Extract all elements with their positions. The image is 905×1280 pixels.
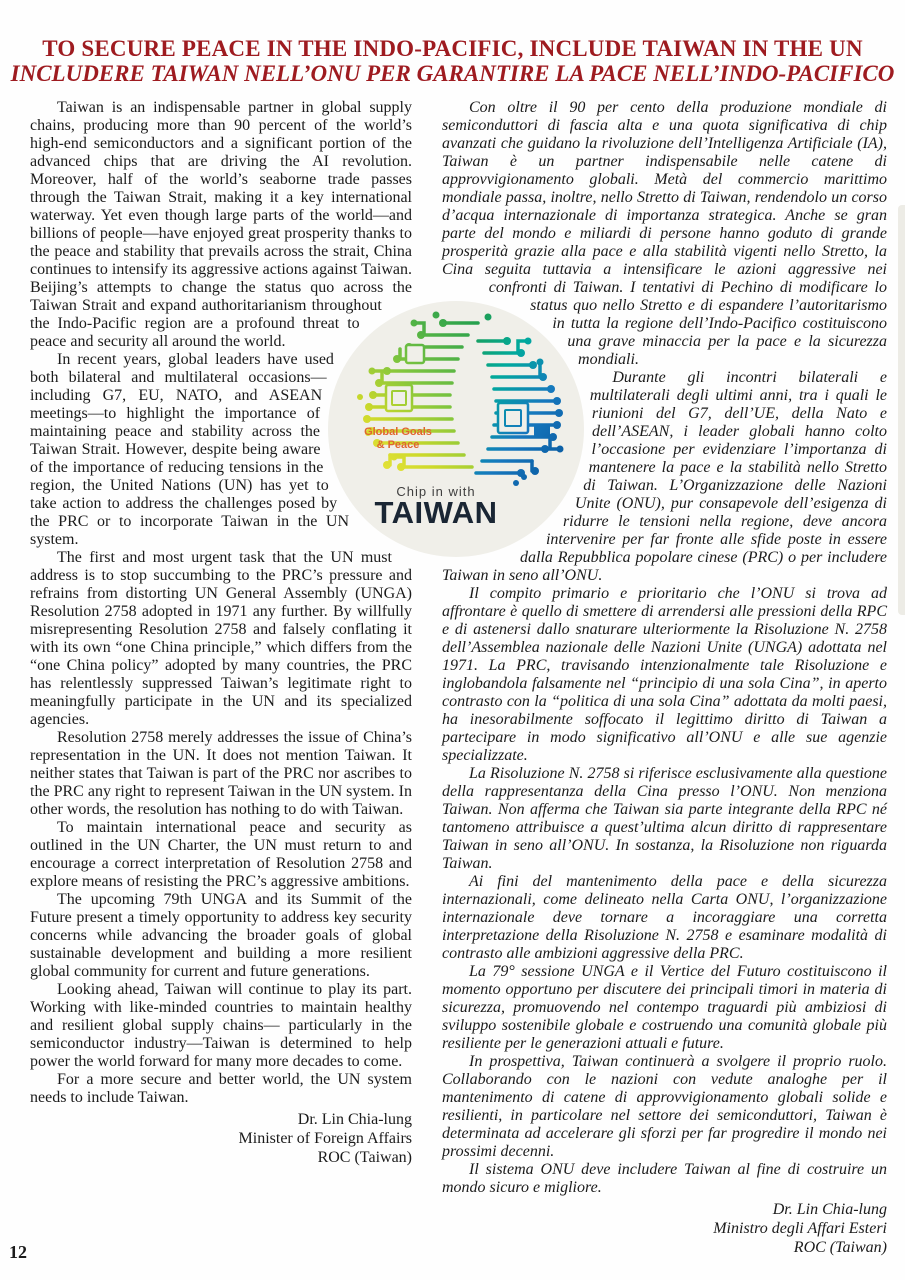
paragraph-en-8: For a more secure and better world, the UN system needs to include Taiwan. <box>30 1071 412 1106</box>
signature-italian <box>442 1200 887 1257</box>
logo-taiwan-wordmark: TAIWAN <box>374 495 498 530</box>
paragraph-en-5: To maintain international peace and security as outlined in the UN Charter, the UN must return to and encourage a correct interpretation of Resolution 2758 and explore means of resisting the PRC’s aggressive ambitions. <box>30 819 412 890</box>
signature-role: Ministro degli Affari Esteri <box>713 1220 887 1237</box>
signature-name: Dr. Lin Chia-lung <box>297 1111 412 1128</box>
logo-goals-line1: Global Goals <box>364 426 432 438</box>
paragraph-it-6: La 79° sessione UNGA e il Vertice del Futuro costituiscono il momento opportuno per discutere dei principali timori in materia di sicurezza, promuovendo nel contempo traguardi più ambiziosi di sviluppo sostenibile globale e costruendo una comunità globale più resiliente per le generazioni attuali e future. <box>442 963 887 1052</box>
title-english: TO SECURE PEACE IN THE INDO-PACIFIC, INCLUDE TAIWAN IN THE UN <box>42 36 863 61</box>
logo-tagline: Chip in with <box>396 484 476 499</box>
paragraph-en-6: The upcoming 79th UNGA and its Summit of the Future present a timely opportunity to address key security concerns while advancing the broader goals of global sustainable development and building a more resilient global community for current and future generations. <box>30 891 412 980</box>
page-number: 12 <box>9 1242 27 1262</box>
paragraph-en-7: Looking ahead, Taiwan will continue to play its part. Working with like-minded countries to maintain healthy and resilient global supply chains— particularly in the semiconductor industry—Taiwan is determined to help power the world forward for many more decades to come. <box>30 981 412 1070</box>
paragraph-it-5: Ai fini del mantenimento della pace e della sicurezza internazionali, come delineato nella Carta ONU, l’organizzazione internazionale deve tornare a incoraggiare una corretta interpretazione della Risoluzione N. 2758 e esaminare modalità di contrasto alle ambizioni aggressive della PRC. <box>442 873 887 962</box>
two-column-body <box>30 99 887 1257</box>
paragraph-it-1: Con oltre il 90 per cento della produzione mondiale di semiconduttori di fascia alta e una quota significativa di chip avanzati che guidano la rivoluzione dell’Intelligenza Artificiale (IA), Taiwan è un partner indispensabile nelle catene di approvvigionamento globali. Metà del commercio marittimo mondiale passa, inoltre, nello Stretto di Taiwan, rendendolo un corso d’acqua internazionale di importanza strategica. Anche se gran parte del mondo e miliardi di persone hanno goduto di grande prosperità grazie alla pace e alla stabilità vigenti nello Stretto, la Cina seguita tuttavia a intensificare le azioni aggressive nei confronti di Taiwan. I tentativi di Pechino di modificare lo status quo nello Stretto e di espandere l’autoritarismo in tutta la regione dell’Indo-Pacifico costituiscono una grave minaccia per la pace e la sicurezza mondiali. <box>442 99 887 368</box>
logo-goals-line2: & Peace <box>376 439 420 451</box>
paragraph-en-3: The first and most urgent task that the UN must address is to stop succumbing to the PRC’s pressure and refrains from distorting UN General Assembly (UNGA) Resolution 2758 adopted in 1971 any further. By willfully misrepresenting Resolution 2758 and falsely conflating it with its own “one China principle,” which differs from the “one China policy” adopted by many countries, the PRC has relentlessly suppressed Taiwan’s legitimate right to meaningfully participate in the UN and its specialized agencies. <box>30 549 412 728</box>
logo-global-goals-text <box>362 426 434 452</box>
scan-edge-artifact <box>898 205 905 615</box>
paragraph-en-1: Taiwan is an indispensable partner in global supply chains, producing more than 90 percent of the world’s high-end semiconductors and a significant portion of the advanced chips that are driving the AI revolution. Moreover, half of the world’s seaborne trade passes through the Taiwan Strait, making it a key international waterway. Yet even though large parts of the world—and billions of people—have enjoyed great prosperity thanks to the peace and stability that prevails across the strait, China continues to intensify its aggressive actions against Taiwan. Beijing’s attempts to change the status quo across the Taiwan Strait and expand authoritarianism throughout the Indo-Pacific region are a profound threat to peace and security all around the world. <box>30 99 412 350</box>
paragraph-it-4: La Risoluzione N. 2758 si riferisce esclusivamente alla questione della rappresentanza della Cina presso l’ONU. Non menziona Taiwan. Non afferma che Taiwan sia parte integrante della RPC né tantomeno attribuisce a quest’ultima alcun diritto di rappresentare Taiwan in seno all’ONU. In sostanza, la Risoluzione non riguarda Taiwan. <box>442 765 887 872</box>
italian-column <box>442 99 887 1257</box>
paragraph-it-2: Durante gli incontri bilaterali e multilaterali degli ultimi anni, tra i quali le riunioni del G7, dell’UE, della Nato e dell’ASEAN, i leader globali hanno colto l’occasione per evidenziare l’importanza di mantenere la pace e la stabilità nello Stretto di Taiwan. L’Organizzazione delle Nazioni Unite (ONU), pur consapevole dell’esigenza di ridurre le tensioni nella regione, deve ancora intervenire per far fronte alle sfide poste in essere dalla Repubblica popolare cinese (PRC) o per includere Taiwan in seno all’ONU. <box>442 369 887 584</box>
signature-name: Dr. Lin Chia-lung <box>772 1201 887 1218</box>
signature-role: Minister of Foreign Affairs <box>238 1130 412 1147</box>
paragraph-it-8: Il sistema ONU deve includere Taiwan al fine di costruire un mondo sicuro e migliore. <box>442 1161 887 1196</box>
title-italian: INCLUDERE TAIWAN NELL’ONU PER GARANTIRE LA PACE NELL’INDO-PACIFICO <box>10 61 895 86</box>
english-column <box>30 99 412 1257</box>
paragraph-it-7: In prospettiva, Taiwan continuerà a svolgere il proprio ruolo. Collaborando con le nazioni con vedute analoghe per il mantenimento di catene di approvvigionamento globali solide e resilienti, in particolare nel settore dei semiconduttori, Taiwan è determinata ad accelerare gli sforzi per far progredire il mondo nei prossimi decenni. <box>442 1053 887 1160</box>
page-title <box>10 36 895 86</box>
paragraph-it-3: Il compito primario e prioritario che l’ONU si trova ad affrontare è quello di smettere di arrendersi alle pressioni della RPC e di astenersi dallo snaturare ulteriormente la Risoluzione N. 2758 dell’Assemblea nazionale delle Nazioni Unite (UNGA) adottata nel 1971. La PRC, travisando intenzionalmente tale Risoluzione e inglobandola falsamente nel “principio di una sola Cina”, in aperto contrasto con la “politica di una sola Cina” adottata da molti paesi, ha inesorabilmente soffocato il legittimo diritto di Taiwan a partecipare in modo significativo all’ONU e alle sue agenzie specializzate. <box>442 585 887 764</box>
paragraph-en-4: Resolution 2758 merely addresses the issue of China’s representation in the UN. It does not mention Taiwan. It neither states that Taiwan is part of the PRC nor ascribes to the PRC any right to represent Taiwan in the UN system. In other words, the resolution has nothing to do with Taiwan. <box>30 729 412 818</box>
signature-org: ROC (Taiwan) <box>317 1149 412 1166</box>
signature-english <box>30 1110 412 1167</box>
chip-in-with-taiwan-logo <box>328 301 584 557</box>
paragraph-en-2: In recent years, global leaders have used both bilateral and multilateral occasions—including G7, EU, NATO, and ASEAN meetings—to highlight the importance of maintaining peace and stability across the Taiwan Strait. However, despite being aware of the importance of reducing tensions in the region, the United Nations (UN) has yet to take action to address the challenges posed by the PRC or to incorporate Taiwan in the UN system. <box>30 351 350 548</box>
signature-org: ROC (Taiwan) <box>793 1239 887 1256</box>
